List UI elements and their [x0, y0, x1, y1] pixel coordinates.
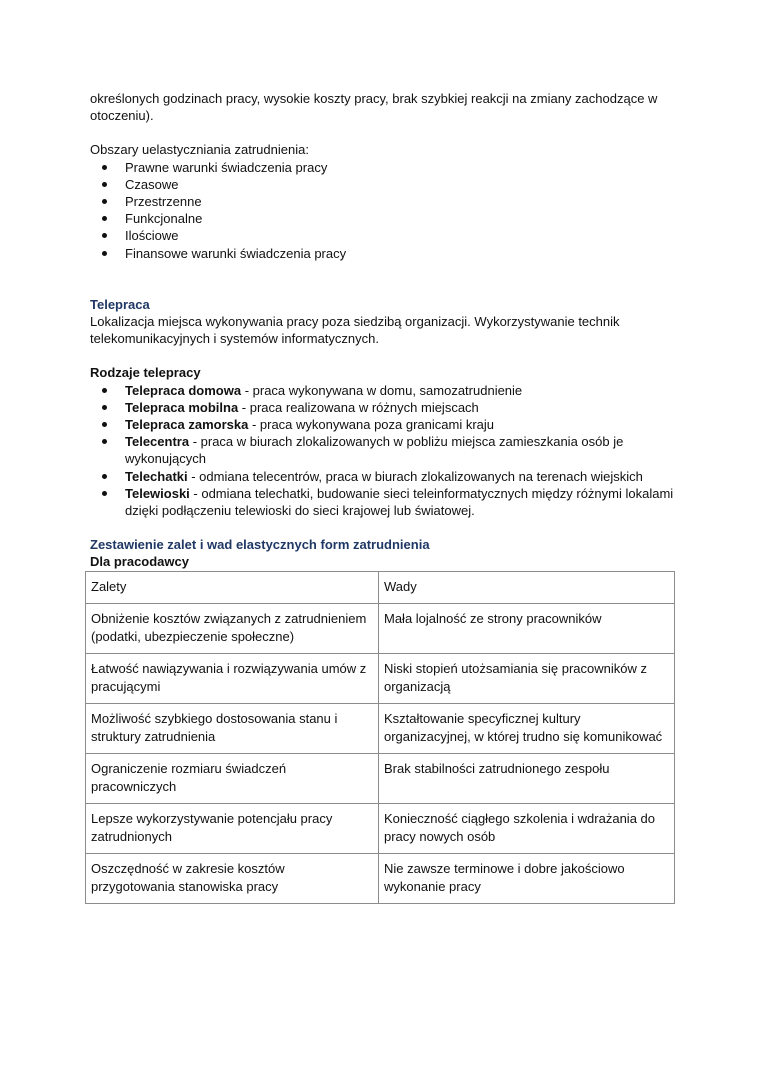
obszary-list — [90, 159, 680, 262]
table-header-cell: Wady — [379, 571, 675, 604]
bullet-icon — [102, 422, 107, 427]
bullet-icon — [102, 474, 107, 479]
bullet-icon — [102, 233, 107, 238]
bullet-icon — [102, 216, 107, 221]
bullet-icon — [102, 165, 107, 170]
list-item: Telepraca mobilna - praca realizowana w różnych miejscach — [90, 399, 680, 416]
rodzaje-list — [90, 382, 680, 520]
list-item: Przestrzenne — [90, 193, 680, 210]
list-item: Finansowe warunki świadczenia pracy — [90, 245, 680, 262]
table-cell: Kształtowanie specyficznej kultury organizacyjnej, w której trudno się komunikować — [379, 704, 675, 754]
bullet-icon — [102, 405, 107, 410]
table-cell: Nie zawsze terminowe i dobre jakościowo wykonanie pracy — [379, 854, 675, 904]
rodzaje-heading: Rodzaje telepracy — [90, 365, 201, 381]
table-cell: Oszczędność w zakresie kosztów przygotowania stanowiska pracy — [86, 854, 379, 904]
telepraca-heading: Telepraca — [90, 296, 150, 312]
table-cell: Obniżenie kosztów związanych z zatrudnieniem (podatki, ubezpieczenie społeczne) — [86, 604, 379, 654]
term: Telepraca mobilna — [125, 399, 239, 415]
document-page — [90, 90, 680, 904]
table-row — [86, 704, 675, 754]
telepraca-paragraph: Lokalizacja miejsca wykonywania pracy poza siedzibą organizacji. Wykorzystywanie technik telekomunikacyjnych i systemów informatycznych. — [90, 314, 620, 347]
obszary-title: Obszary uelastyczniania zatrudnienia: — [90, 142, 309, 158]
term: Telepraca zamorska — [125, 417, 249, 433]
table-cell: Mała lojalność ze strony pracowników — [379, 604, 675, 654]
table-cell: Możliwość szybkiego dostosowania stanu i struktury zatrudnienia — [86, 704, 379, 754]
table-row — [86, 654, 675, 704]
list-item: Telepraca domowa - praca wykonywana w domu, samozatrudnienie — [90, 382, 680, 399]
list-item: Telewioski - odmiana telechatki, budowanie sieci teleinformatycznych między różnymi lokalami dzięki podłączeniu telewioski do sieci krajowej lub światowej. — [90, 485, 680, 519]
list-item: Czasowe — [90, 176, 680, 193]
list-item: Telepraca zamorska - praca wykonywana poza granicami kraju — [90, 416, 680, 433]
bullet-icon — [102, 182, 107, 187]
list-item: Prawne warunki świadczenia pracy — [90, 159, 680, 176]
zestawienie-heading: Zestawienie zalet i wad elastycznych form zatrudnienia — [90, 537, 430, 553]
table-cell: Konieczność ciągłego szkolenia i wdrażania do pracy nowych osób — [379, 804, 675, 854]
list-item: Telecentra - praca w biurach zlokalizowanych w pobliżu miejsca zamieszkania osób je wykonujących — [90, 433, 680, 467]
table-cell: Brak stabilności zatrudnionego zespołu — [379, 754, 675, 804]
table-cell: Niski stopień utożsamiania się pracowników z organizacją — [379, 654, 675, 704]
table-row — [86, 804, 675, 854]
bullet-icon — [102, 491, 107, 496]
table-cell: Łatwość nawiązywania i rozwiązywania umów z pracującymi — [86, 654, 379, 704]
table-cell: Lepsze wykorzystywanie potencjału pracy zatrudnionych — [86, 804, 379, 854]
bullet-icon — [102, 199, 107, 204]
list-item: Ilościowe — [90, 227, 680, 244]
table-row — [86, 754, 675, 804]
table-header-cell: Zalety — [86, 571, 379, 604]
intro-paragraph: określonych godzinach pracy, wysokie koszty pracy, brak szybkiej reakcji na zmiany zachodzące w otoczeniu). — [90, 91, 658, 124]
term: Telewioski — [125, 485, 190, 501]
term: Telechatki — [125, 468, 188, 484]
table-header-row — [86, 571, 675, 604]
bullet-icon — [102, 388, 107, 393]
term: Telepraca domowa — [125, 382, 242, 398]
comparison-table — [85, 571, 675, 905]
table-row — [86, 604, 675, 654]
term: Telecentra — [125, 434, 190, 450]
zestawienie-subheading: Dla pracodawcy — [90, 554, 189, 570]
table-row — [86, 854, 675, 904]
table-cell: Ograniczenie rozmiaru świadczeń pracowniczych — [86, 754, 379, 804]
bullet-icon — [102, 439, 107, 444]
bullet-icon — [102, 251, 107, 256]
list-item: Funkcjonalne — [90, 210, 680, 227]
list-item: Telechatki - odmiana telecentrów, praca w biurach zlokalizowanych na terenach wiejskich — [90, 468, 680, 485]
